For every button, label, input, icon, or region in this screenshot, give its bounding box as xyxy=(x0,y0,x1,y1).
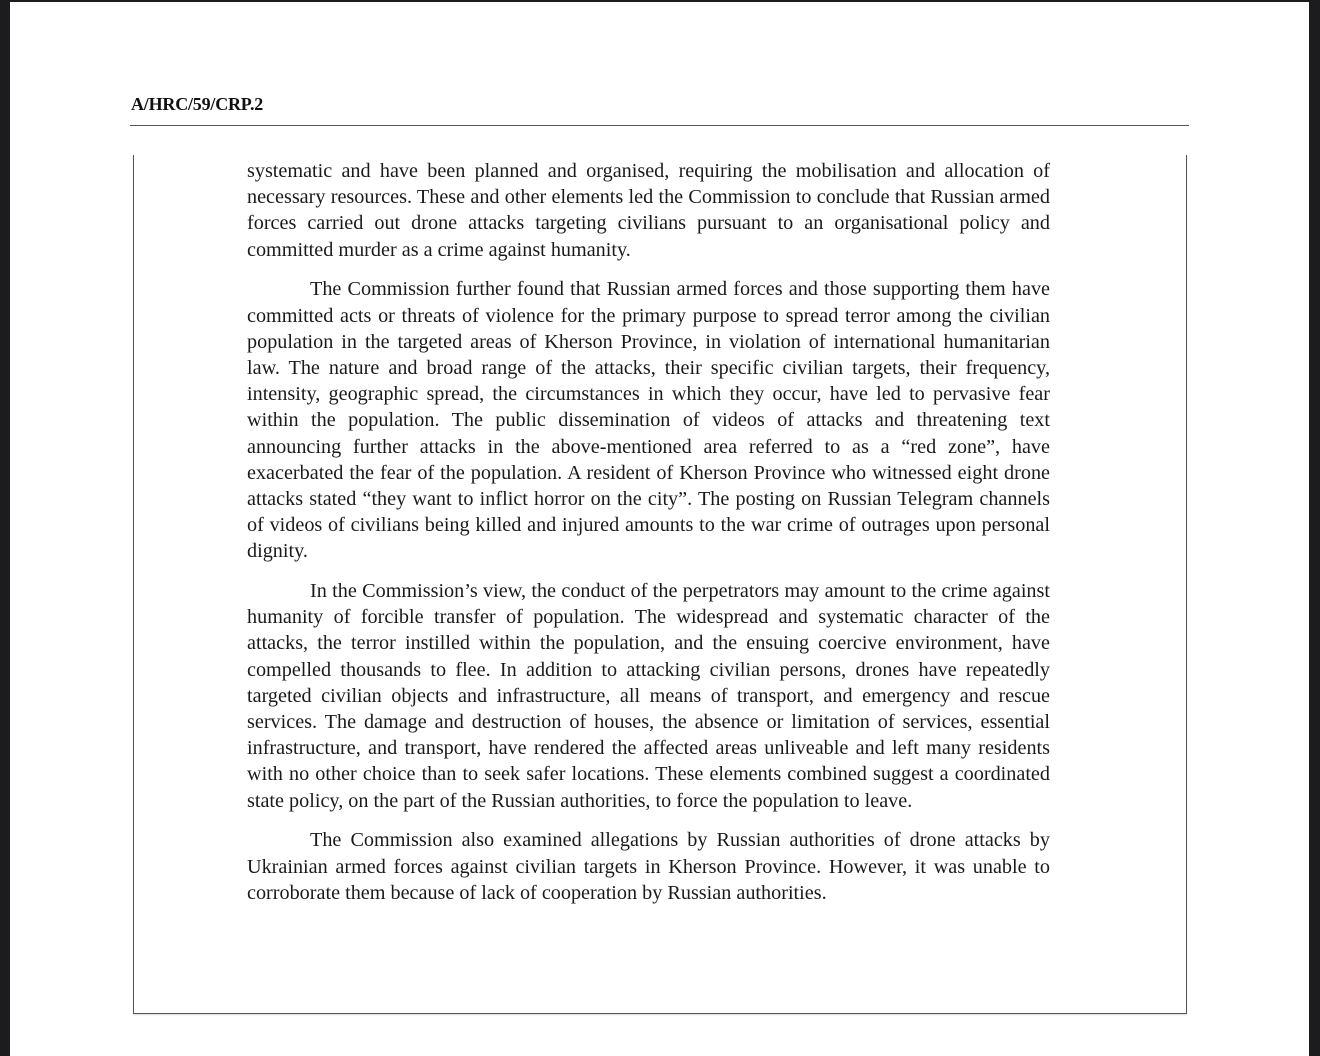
paragraph-4: The Commission also examined allegations by Russian authorities of drone attacks by Ukrainian armed forces against civilian targets in Kherson Province. However, it was unable to corroborate them because of lack of cooperation by Russian authorities. xyxy=(247,829,1050,904)
header-rule xyxy=(130,125,1189,126)
document-body xyxy=(247,158,1050,919)
paragraph-3: In the Commission’s view, the conduct of the perpetrators may amount to the crime against humanity of forcible transfer of population. The widespread and systematic character of the attacks, the terror instilled within the population, and the ensuing coercive environment, have compelled thousands to flee. In addition to attacking civilian persons, drones have repeatedly targeted civilian objects and infrastructure, all means of transport, and emergency and rescue services. The damage and destruction of houses, the absence or limitation of services, essential infrastructure, and transport, have rendered the affected areas unliveable and left many residents with no other choice than to seek safer locations. These elements combined suggest a coordinated state policy, on the part of the Russian authorities, to force the population to leave. xyxy=(247,580,1050,812)
document-symbol: A/HRC/59/CRP.2 xyxy=(131,94,264,114)
paragraph-2: The Commission further found that Russian armed forces and those supporting them have committed acts or threats of violence for the primary purpose to spread terror among the civilian population in the targeted areas of Kherson Province, in violation of international humanitarian law. The nature and broad range of the attacks, their specific civilian targets, their frequency, intensity, geographic spread, the circumstances in which they occur, have led to pervasive fear within the population. The public dissemination of videos of attacks and threatening text announcing further attacks in the above-mentioned area referred to as a “red zone”, have exacerbated the fear of the population. A resident of Kherson Province who witnessed eight drone attacks stated “they want to inflict horror on the city”. The posting on Russian Telegram channels of videos of civilians being killed and injured amounts to the war crime of outrages upon personal dignity. xyxy=(247,278,1050,563)
paragraph-1: systematic and have been planned and organised, requiring the mobilisation and allocation of necessary resources. These and other elements led the Commission to conclude that Russian armed forces carried out drone attacks targeting civilians pursuant to an organisational policy and committed murder as a crime against humanity. xyxy=(247,160,1050,261)
